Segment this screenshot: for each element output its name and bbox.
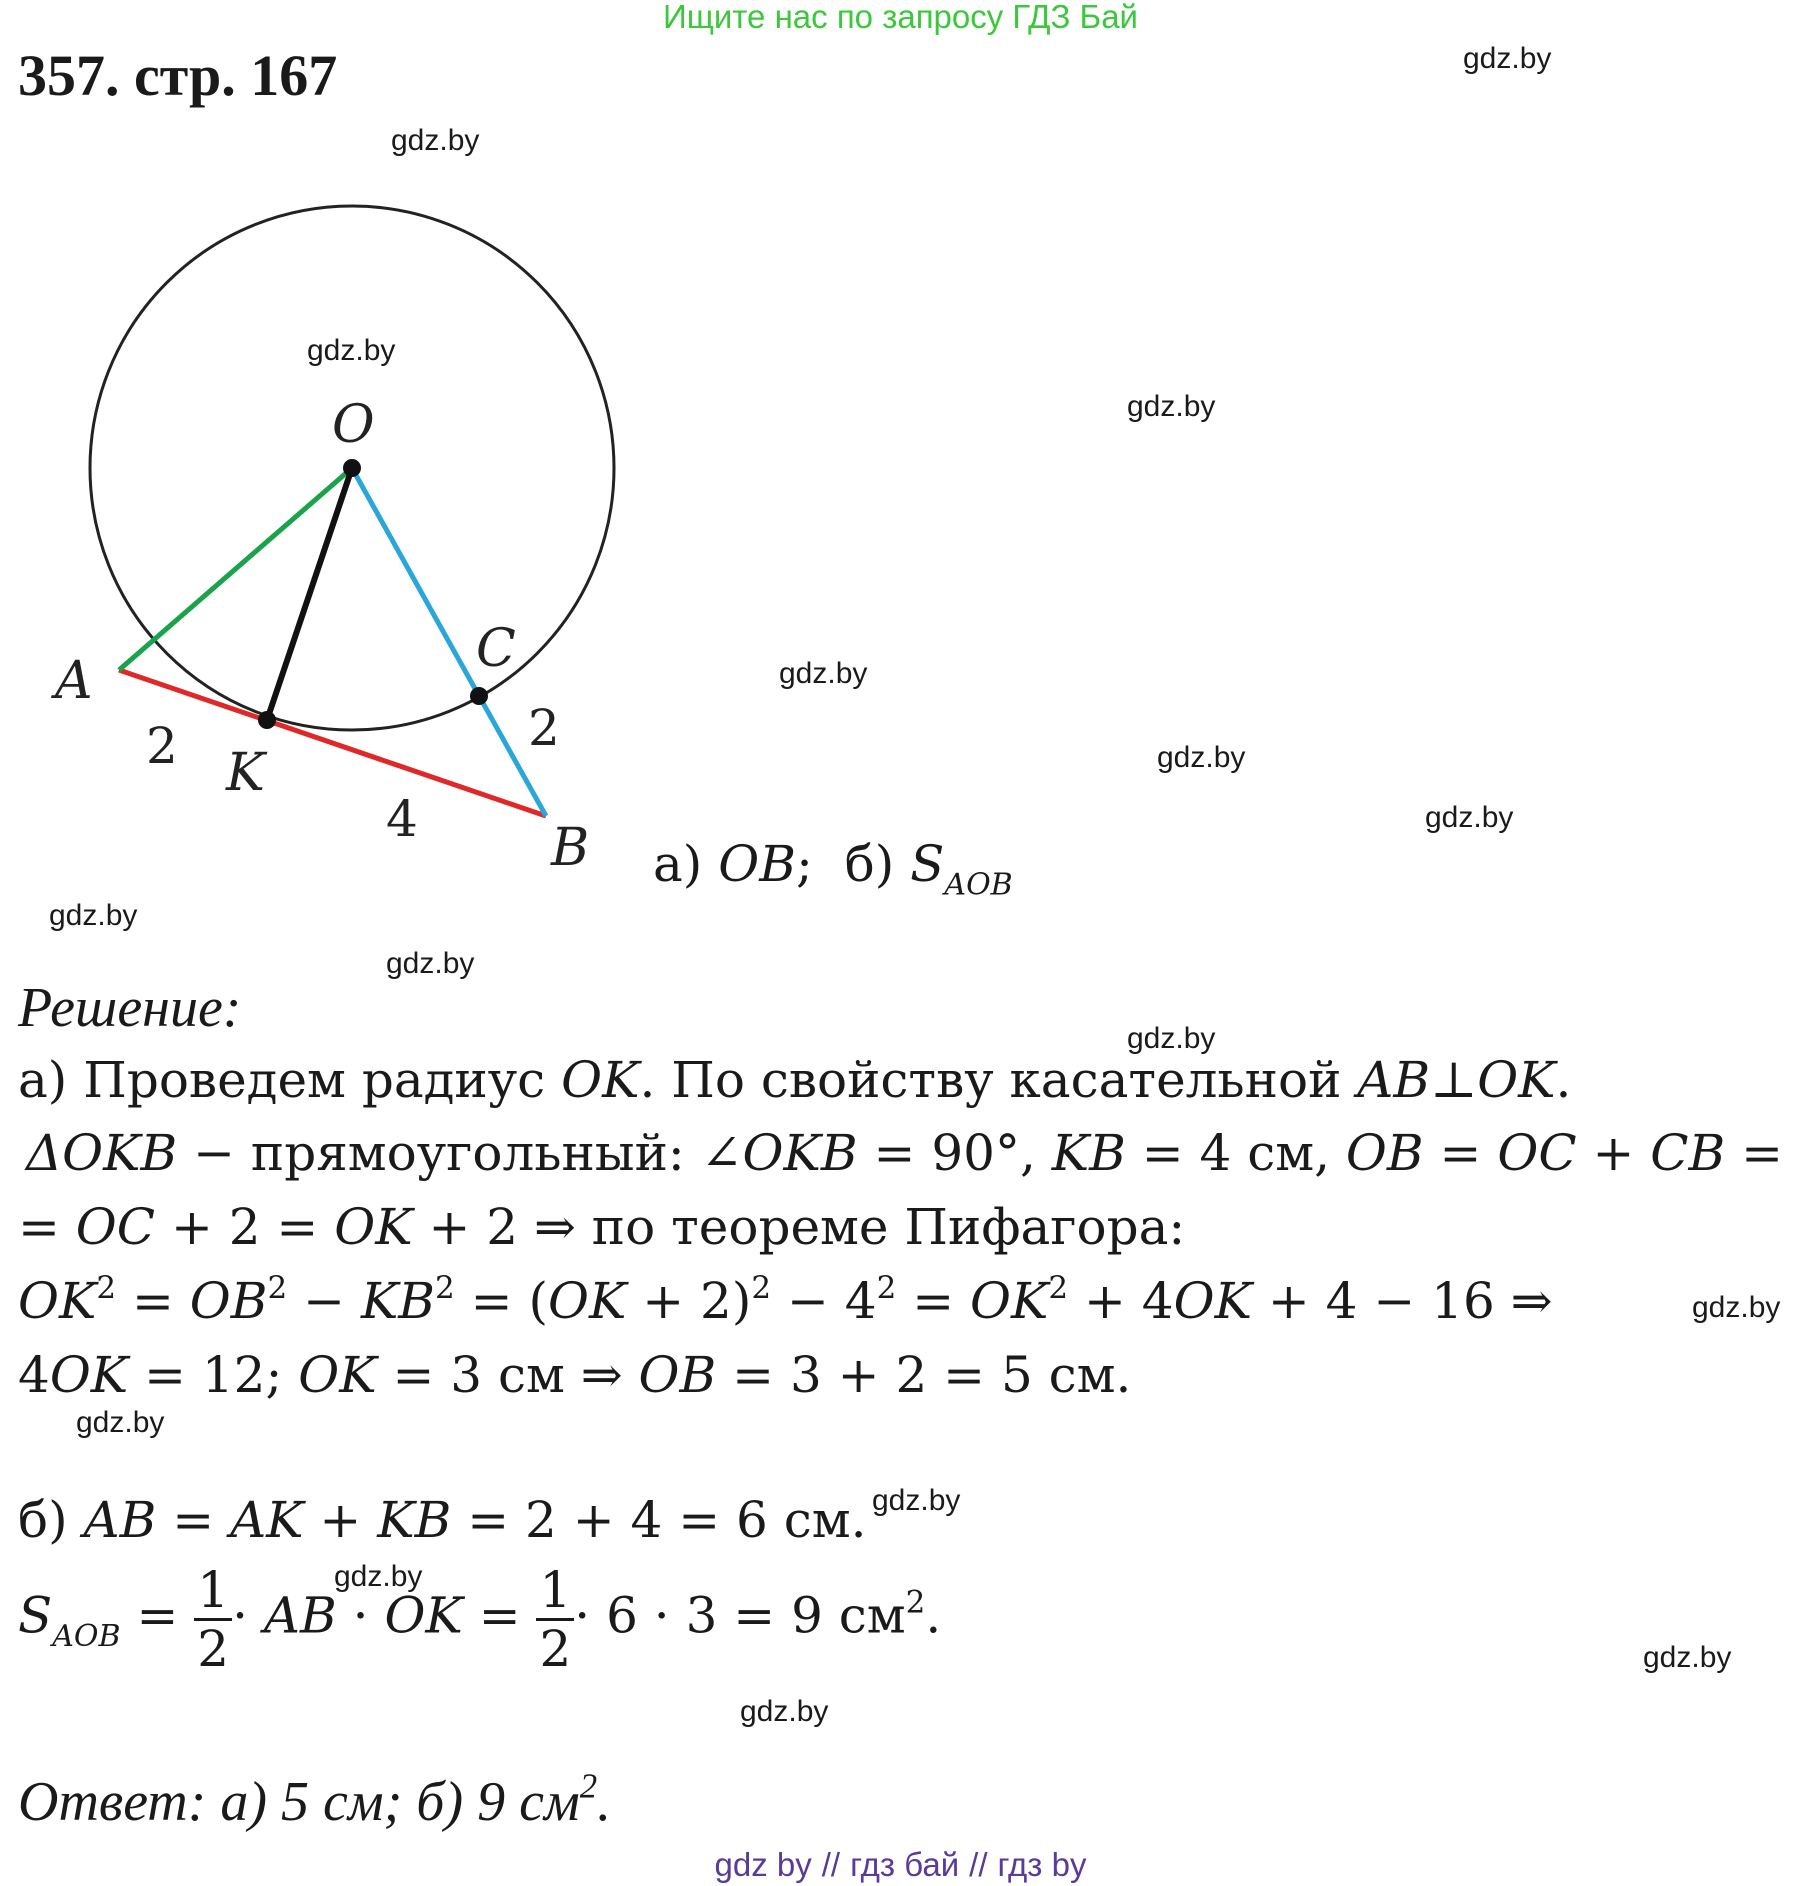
solution-line-2: ΔOKB − прямоугольный: ∠OKB = 90°, KB = 4 см, OB = OC + CB =	[26, 1124, 1784, 1182]
solution-line-6: б) AB = AK + KB = 2 + 4 = 6 см.	[18, 1491, 867, 1549]
solution-line-4: $OK^2 = OB^2 - KB^2 = (OK + 2)^2 - 4^2 = OK^2 + 4OK + 4 - 16$ ⇒	[18, 1269, 1553, 1330]
label-b: B	[551, 818, 590, 878]
solution-line-3: = OC + 2 = OK + 2 ⇒ по теореме Пифагора:	[18, 1198, 1186, 1256]
footer-separator: //	[969, 1846, 988, 1883]
solution-heading: Решение:	[18, 977, 242, 1039]
watermark: gdz.by	[49, 899, 138, 932]
point-k	[258, 711, 276, 729]
watermark: gdz.by	[1127, 390, 1216, 423]
footer-link[interactable]: гдз by	[997, 1846, 1087, 1883]
solution-line-5: 4OK = 12; OK = 3 см ⇒ OB = 3 + 2 = 5 см.	[18, 1346, 1132, 1404]
watermark: gdz.by	[872, 1484, 961, 1517]
solution-line-7: $S_{AOB}$ = $\frac{1}{2}$ · AB · OK = $\frac{1}{2}$ · 6 · 3 = 9 $см^2$.	[18, 1561, 942, 1678]
length-kb: 4	[386, 790, 418, 848]
segment-ob	[352, 468, 546, 816]
label-c: C	[476, 619, 516, 679]
watermark: gdz.by	[391, 124, 480, 157]
question-line: а) OB; б) $S_{AOB}$	[653, 835, 1013, 903]
footer-links	[0, 1846, 1801, 1884]
geometry-figure	[0, 150, 680, 910]
top-banner: Ищите нас по запросу ГДЗ Бай	[663, 0, 1138, 35]
answer-line: Ответ: а) 5 см; б) 9 $см^2$.	[18, 1766, 612, 1833]
length-ak: 2	[146, 717, 178, 775]
solution-line-1: а) Проведем радиус OK. По свойству касательной AB⊥OK.	[18, 1051, 1572, 1109]
point-c	[470, 687, 488, 705]
watermark: gdz.by	[740, 1695, 829, 1728]
fraction-half: $\frac{1}{2}$	[536, 1565, 574, 1674]
watermark: gdz.by	[334, 1560, 423, 1593]
page-title: 357. стр. 167	[18, 43, 338, 108]
label-a: A	[55, 651, 93, 711]
watermark: gdz.by	[1643, 1641, 1732, 1674]
watermark: gdz.by	[1157, 741, 1246, 774]
watermark: gdz.by	[779, 657, 868, 690]
watermark: gdz.by	[76, 1406, 165, 1439]
watermark: gdz.by	[386, 947, 475, 980]
watermark: gdz.by	[1463, 42, 1552, 75]
watermark: gdz.by	[1127, 1022, 1216, 1055]
watermark: gdz.by	[1425, 801, 1514, 834]
fraction-half: $\frac{1}{2}$	[194, 1565, 232, 1674]
footer-link[interactable]: гдз бай	[850, 1846, 960, 1883]
length-cb: 2	[528, 699, 560, 757]
point-o	[343, 459, 361, 477]
footer-separator: //	[821, 1846, 841, 1883]
watermark: gdz.by	[1692, 1291, 1781, 1324]
label-o: O	[332, 395, 375, 455]
watermark: gdz.by	[307, 334, 396, 367]
footer-link[interactable]: gdz by	[714, 1846, 812, 1883]
label-k: K	[226, 743, 265, 803]
